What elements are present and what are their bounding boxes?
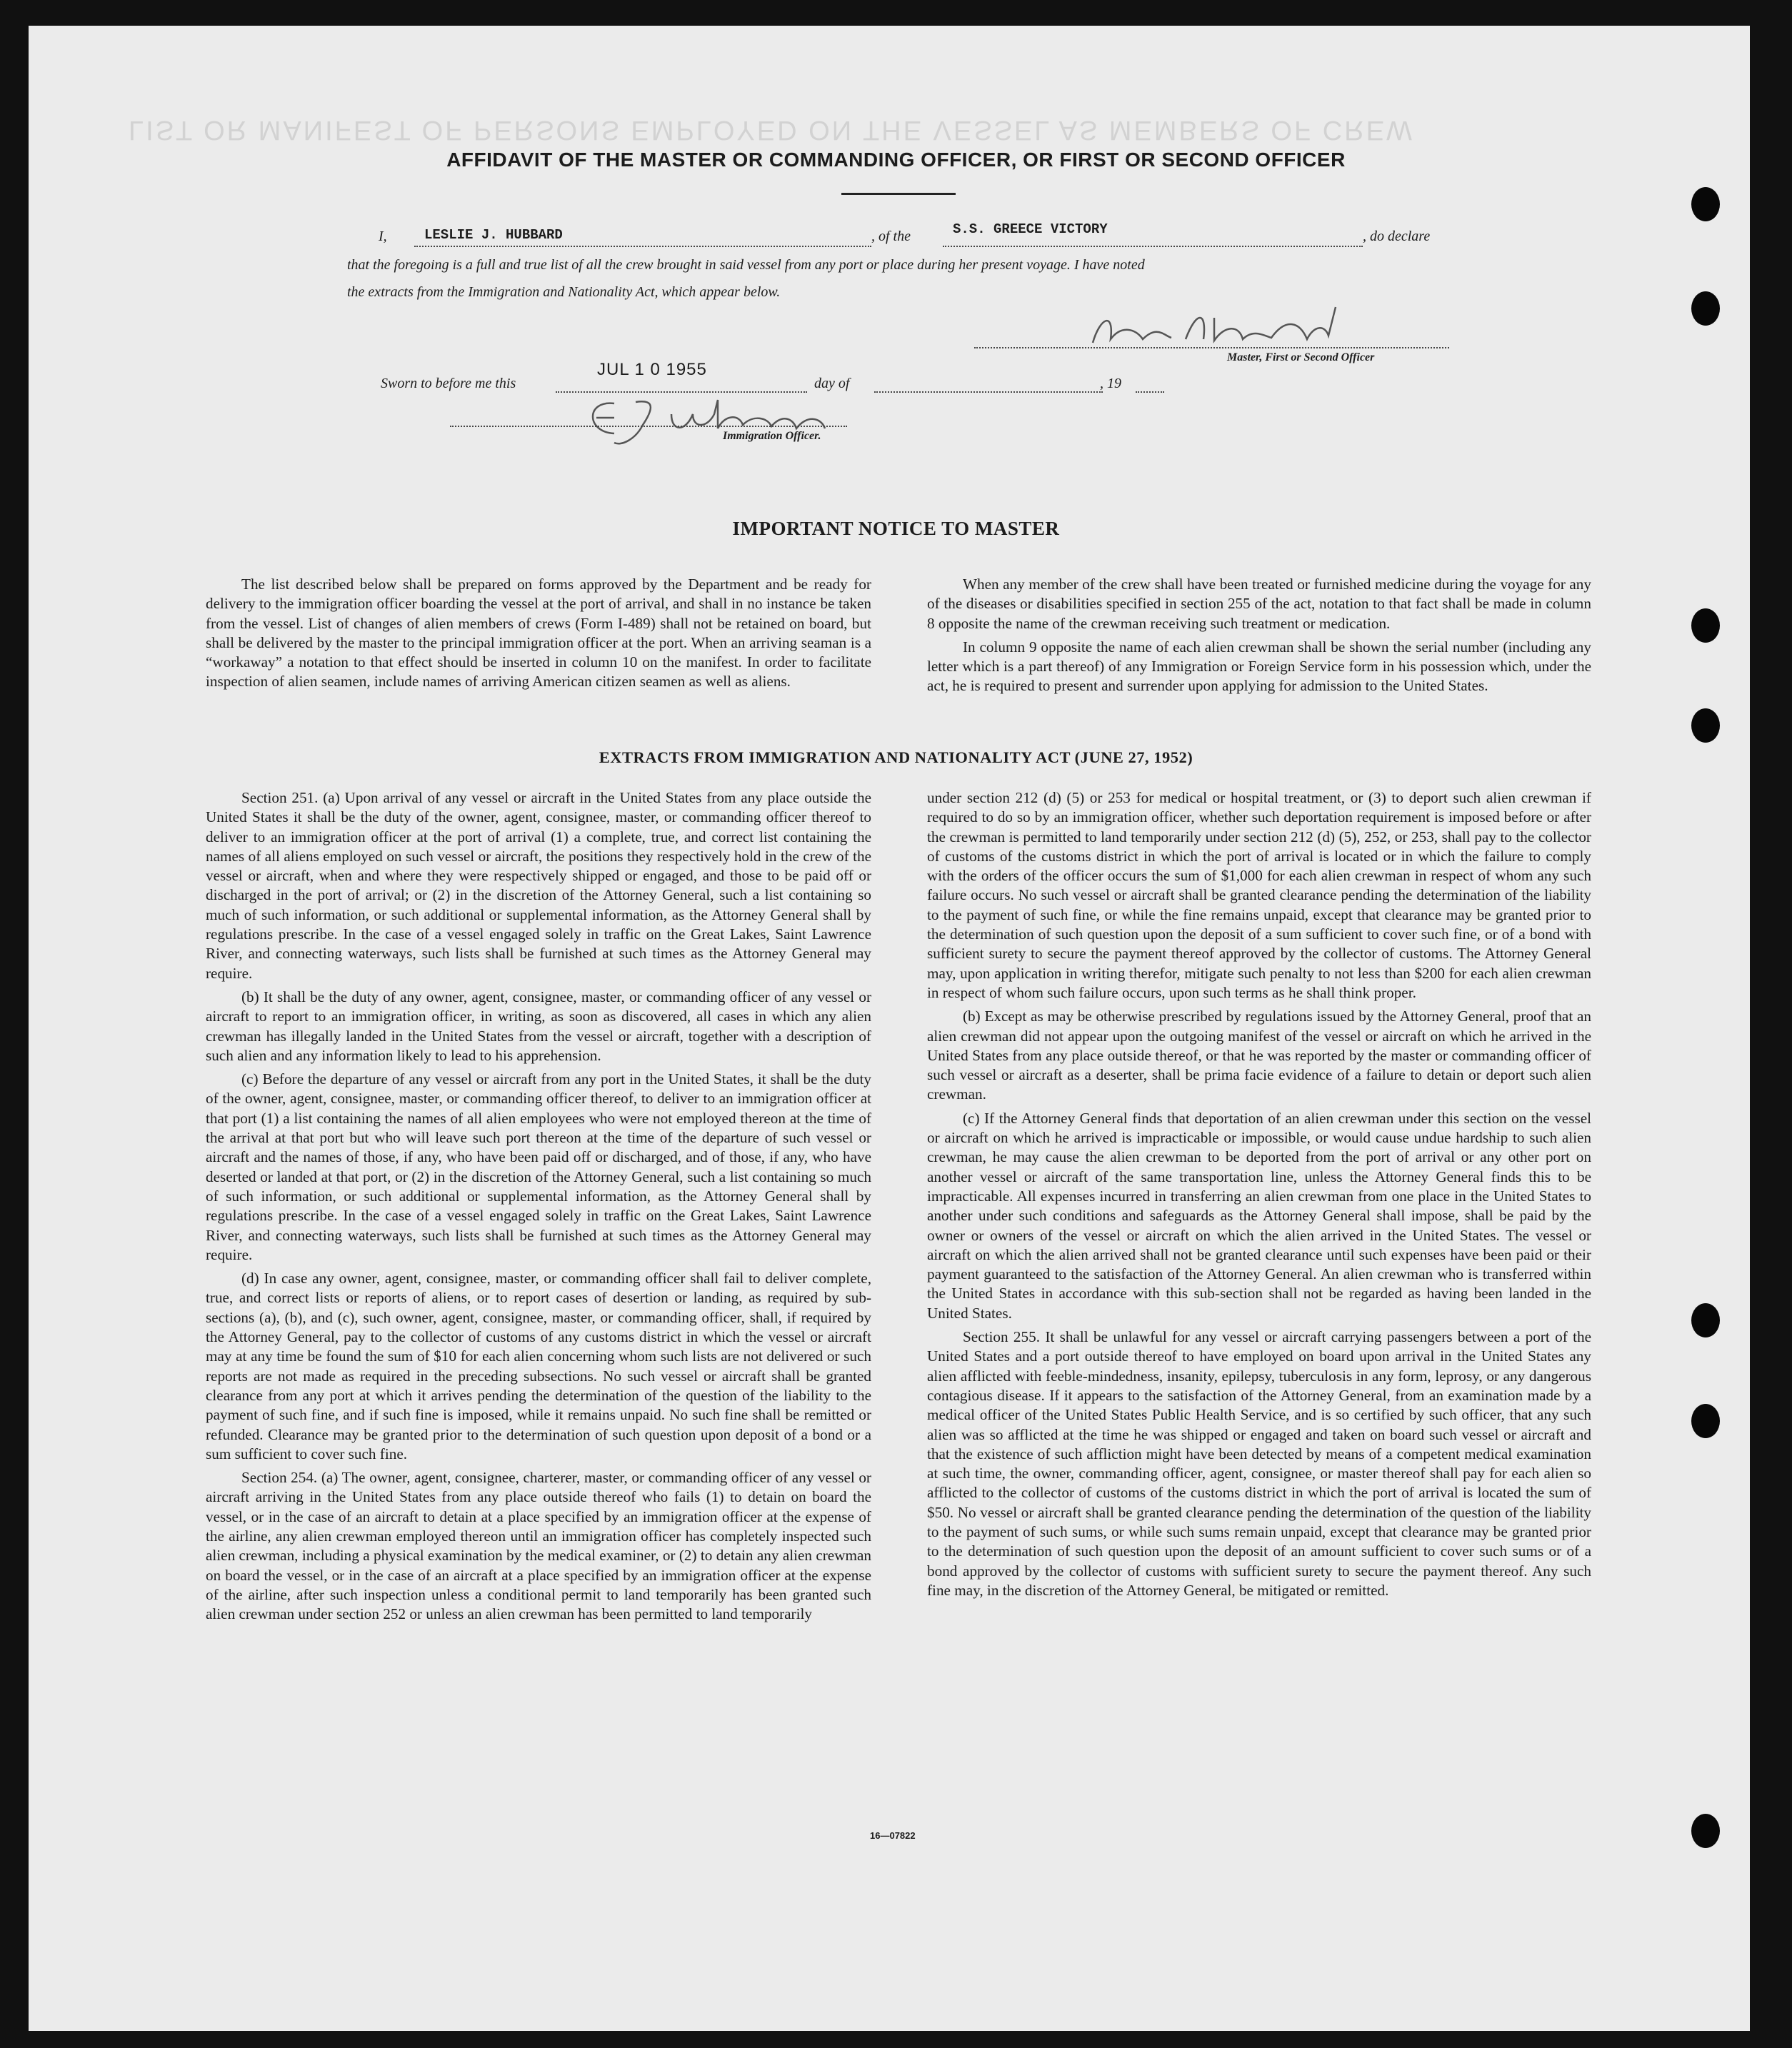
vessel-name: S.S. GREECE VICTORY <box>953 221 1108 237</box>
extract-paragraph: (c) If the Attorney General finds that deportation of an alien crewman under this section on the vessel or aircraft on which he arrived is impracticable or impossible, or would cause undue hardship to such alien crewman, he may cause the alien crewman to be deported from the port of arrival or any other port on another vessel or aircraft of the same transportation line, unless the Attorney General finds this to be impracticable. All expenses incurred in transferring an alien crewman from one place in the United States to another under such conditions and safeguards as the Attorney General shall impose, shall be paid by the owner or owners of the vessel or aircraft on which the alien arrived in the United States. The vessel or aircraft on which the alien arrived shall not be granted clearance until such expenses have been paid or their payment guaranteed to the satisfaction of the Attorney General. An alien crewman who is transferred within the United States in accordance with this sub-section shall not be regarded as having been landed in the United States. <box>927 1109 1591 1322</box>
master-label: Master, First or Second Officer <box>1227 351 1375 363</box>
notice-paragraph: The list described below shall be prepared on forms approved by the Department and be ready for delivery to the immigration officer boarding the vessel at the port of arrival, and shall in no instance be taken from the vessel. List of changes of alien members of crews (Form I-489) shall not be retained on board, but shall be delivered by the master to the principal immigration officer at the port. When an arriving seaman is a “workaway” a notation to that effect should be inserted in column 10 on the manifest. In order to facilitate inspection of alien seamen, include names of arriving American citizen seamen as well as aliens. <box>206 576 871 691</box>
punch-hole <box>1691 708 1720 743</box>
name-line <box>414 246 871 247</box>
notice-paragraph: When any member of the crew shall have been treated or furnished medicine during the voyage for any of the diseases or disabilities specified in section 255 of the act, notation to that fact shall be made in column 8 opposite the name of the crewman receiving such treatment or medication. <box>927 576 1591 632</box>
notice-right-column <box>927 575 1591 701</box>
punch-hole <box>1691 1814 1720 1848</box>
extract-paragraph: Section 251. (a) Upon arrival of any vessel or aircraft in the United States from any place outside the United States it shall be the duty of the owner, agent, consignee, master, or commanding officer thereof to deliver to an immigration officer at the port of arrival (1) a complete, true, and correct list containing the names of all aliens employed on such vessel or aircraft, the positions they respectively hold in the crew of the vessel or aircraft, when and where they were respectively shipped or engaged, and those to be paid off or discharged in the port of arrival; or (2) in the discretion of the Attorney General, such a list containing so much of such information, or such additional or supplemental information, as the Attorney General shall by regulations prescribe. In the case of a vessel engaged solely in traffic on the Great Lakes, Saint Lawrence River, and connecting waterways, such lists shall be furnished at such times as the Attorney General may require. <box>206 789 871 982</box>
punch-hole <box>1691 608 1720 643</box>
officer-label: Immigration Officer. <box>723 430 821 442</box>
notice-left-column <box>206 575 871 696</box>
day-of-label: day of <box>814 376 850 391</box>
notice-paragraph: In column 9 opposite the name of each alien crewman shall be shown the serial number (including any letter which is a part thereof) of any Immigration or Foreign Service form in his possession which, under the act, he is required to present and surrender upon applying for admission to the United States. <box>927 638 1591 695</box>
vessel-line <box>943 246 1363 247</box>
extract-paragraph: (b) It shall be the duty of any owner, agent, consignee, master, or commanding officer of any vessel or aircraft to report to an immigration officer, in writing, as soon as discovered, all cases in which any alien crewman has illegally landed in the United States from the vessel or aircraft, together with a description of such alien and any information likely to lead to his apprehension. <box>206 988 871 1064</box>
punch-hole <box>1691 291 1720 326</box>
affidavit-title: AFFIDAVIT OF THE MASTER OR COMMANDING OFFICER, OR FIRST OR SECOND OFFICER <box>446 149 1346 171</box>
punch-hole <box>1691 187 1720 221</box>
extract-paragraph: (b) Except as may be otherwise prescribed by regulations issued by the Attorney General, proof that an alien crewman did not appear upon the outgoing manifest of the vessel or aircraft on which he arrived in the United States from any place outside thereof, or that he was reported by the master or commanding officer of such vessel or aircraft as a deserter, shall be prima facie evidence of a failure to detain or deport such alien crewman. <box>927 1008 1591 1103</box>
extract-paragraph: under section 212 (d) (5) or 253 for medical or hospital treatment, or (3) to deport such alien crewman if required to do so by an immigration officer, whether such deportation requirement is imposed before or after the crewman is permitted to land temporarily under section 212 (d) (5), 252, or 253, shall pay to the collector of customs of the customs district in which the port of arrival is located or in which the failure to comply with the orders of the officer occurs the sum of $1,000 for each alien crewman in respect of whom any such failure occurs. No such vessel or aircraft shall be granted clearance pending the determination of the liability to the payment of such fine, or while the fine remains unpaid, except that clearance may be granted prior to the determination of such question upon the deposit of a sum sufficient to cover such fine, or of a bond with sufficient surety to secure the payment thereof approved by the collector of customs. The Attorney General may, upon application in writing therefor, mitigate such penalty to not less than $200 for each alien crewman in respect of whom such failure occurs, upon such terms as he shall think proper. <box>927 789 1591 1001</box>
notice-title: IMPORTANT NOTICE TO MASTER <box>732 518 1060 539</box>
extract-paragraph: Section 255. It shall be unlawful for any vessel or aircraft carrying passengers between a port of the United States and a port outside thereof to have employed on board upon arrival in the United States any alien afflicted with feeble-mindedness, insanity, epilepsy, tuberculosis in any form, leprosy, or any dangerous contagious disease. If it appears to the satisfaction of the Attorney General, from an examination made by a medical officer of the United States Public Health Service, and is so certified by such officer, that any such alien was so afflicted at the time he was shipped or engaged and taken on board such vessel or aircraft and that the existence of such affliction might have been detected by means of a competent medical examination at such time, the owner, commanding officer, agent, consignee, or master thereof shall pay for each alien so afflicted to the collector of customs of the customs district in which the port of arrival is located the sum of $50. No vessel or aircraft shall be granted clearance pending the determination of the question of the liability to the payment of such sums, or while such sums remain unpaid, except that clearance may be granted prior to the determination of such question upon the deposit of an amount sufficient to cover such sums or of a bond approved by the collector of customs with sufficient surety to secure the payment thereof. Any such fine may, in the discretion of the Attorney General, be mitigated or remitted. <box>927 1328 1591 1599</box>
extracts-left-column <box>206 788 871 1628</box>
date-stamp: JUL 1 0 1955 <box>597 360 707 379</box>
master-name: LESLIE J. HUBBARD <box>424 227 563 243</box>
affidavit-line-3: the extracts from the Immigration and Nationality Act, which appear below. <box>347 284 781 300</box>
do-declare-label: , do declare <box>1363 229 1431 244</box>
punch-hole <box>1691 1303 1720 1337</box>
of-the-label: , of the <box>871 229 911 244</box>
i-label: I, <box>379 229 387 244</box>
sworn-month-line <box>874 391 1103 393</box>
extract-paragraph: (c) Before the departure of any vessel or aircraft from any port in the United States, it shall be the duty of the owner, agent, consignee, master, or commanding officer thereof, to deliver to an immigration officer at that port (1) a list containing the names of all alien employees who were not employed thereon at the time of the arrival at that port but who will leave such port thereon at the time of the departure of such vessel or aircraft and the names of those, if any, who have been paid off or discharged, and of those, if any, who have deserted or landed at that port, or (2) in the discretion of the Attorney General, such a list containing so much of such information, or such additional or supplemental information, as the Attorney General shall by regulations prescribe. In the case of a vessel engaged solely in traffic on the Great Lakes, Saint Lawrence River, and connecting waterways, such lists shall be furnished at such times as the Attorney General may require. <box>206 1070 871 1263</box>
master-signature-line <box>974 347 1449 348</box>
title-rule <box>841 193 956 195</box>
punch-hole <box>1691 1404 1720 1438</box>
affidavit-line-2: that the foregoing is a full and true list of all the crew brought in said vessel from any port or place during her present voyage. I have noted <box>347 257 1145 273</box>
year-prefix: , 19 <box>1100 376 1121 391</box>
officer-signature-line <box>450 426 847 427</box>
extracts-right-column <box>927 788 1591 1605</box>
year-line <box>1136 391 1164 393</box>
extract-paragraph: (d) In case any owner, agent, consignee, master, or commanding officer shall fail to deliver complete, true, and correct lists or reports of aliens, or to report cases of desertion or landing, as required by sub-sections (a), (b), and (c), such owner, agent, consignee, master, or commanding officer, shall, if required by the Attorney General, pay to the collector of customs of any customs district in which the vessel or aircraft may at any time be found the sum of $10 for each alien concerning whom such lists are not delivered or such reports are not made as required in the preceding subsections. No such vessel or aircraft shall be granted clearance from any port at which it arrives pending the determination of the question of the liability to the payment of such fine, and if such fine is imposed, while it remains unpaid. No such fine shall be remitted or refunded. Clearance may be granted prior to the determination of such question upon deposit of a bond or a sum sufficient to cover such fine. <box>206 1270 871 1462</box>
sworn-label: Sworn to before me this <box>381 376 516 391</box>
form-code: 16—07822 <box>870 1830 916 1841</box>
master-signature <box>1071 303 1378 353</box>
bleed-through-text: LIST OR MANIFEST OF PERSONS EMPLOYED ON THE VESSEL AS MEMBERS OF CREW <box>129 115 1414 145</box>
extracts-title: EXTRACTS FROM IMMIGRATION AND NATIONALITY ACT (JUNE 27, 1952) <box>599 748 1193 766</box>
extract-paragraph: Section 254. (a) The owner, agent, consignee, charterer, master, or commanding officer of any vessel or aircraft arriving in the United States from any place outside thereof who fails (1) to detain on board the vessel, or in the case of an aircraft to detain at a place specified by an immigration officer at the expense of the airline, any alien crewman employed thereon until an immigration officer has completely inspected such alien crewman, including a physical examination by the medical examiner, or (2) to detain any alien crewman on board the vessel, or in the case of an aircraft at a place specified by an immigration officer at the expense of the airline, after such inspection unless a conditional permit to land temporarily has been granted such alien crewman under section 252 or unless an alien crewman has been permitted to land temporarily <box>206 1469 871 1623</box>
officer-signature <box>571 389 843 453</box>
